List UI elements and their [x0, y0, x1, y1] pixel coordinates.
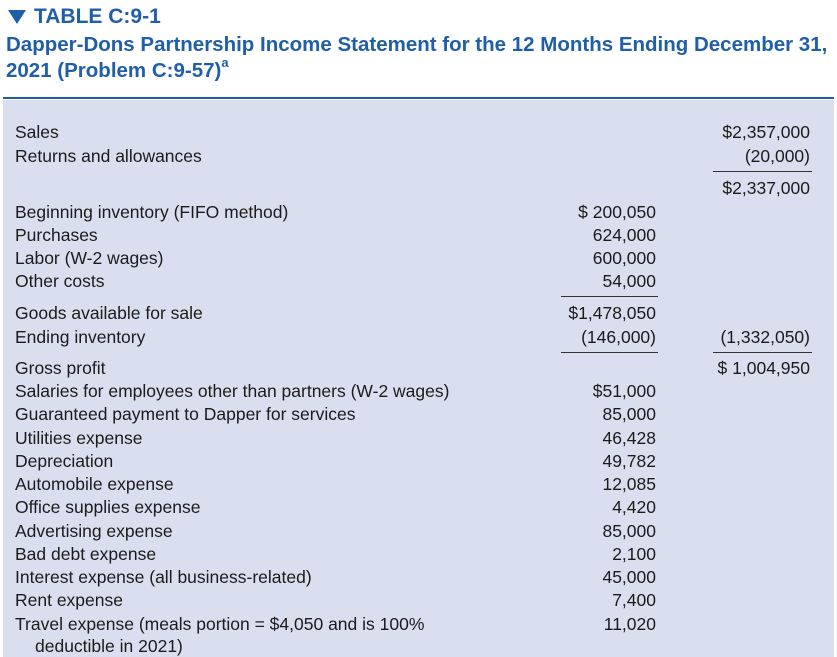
row-col1-labor: 600,000	[592, 248, 656, 268]
rule-ending-inventory-col2	[713, 352, 812, 353]
collapse-triangle-icon[interactable]	[8, 10, 26, 24]
row-label-salaries: Salaries for employees other than partners (W-2 wages)	[15, 381, 450, 401]
row-label-bad-debt: Bad debt expense	[15, 544, 157, 564]
row-col1-goods-available: $1,478,050	[568, 303, 656, 323]
row-col1-travel: 11,020	[603, 614, 656, 634]
row-label-other-costs: Other costs	[15, 271, 105, 291]
rule-net-sales	[713, 171, 812, 172]
row-label-office-supplies: Office supplies expense	[15, 497, 201, 517]
row-col2-sales: $2,357,000	[722, 122, 810, 142]
title-text: Dapper-Dons Partnership Income Statement for the 12 Months Ending December 31, 2021 (Problem C:9-57)	[6, 33, 828, 82]
row-col1-interest: 45,000	[602, 567, 656, 587]
row-col1-purchases: 624,000	[592, 225, 656, 245]
row-col2-ending-inventory: (1,332,050)	[720, 327, 810, 347]
table-title	[6, 32, 832, 84]
row-col1-bad-debt: 2,100	[612, 544, 656, 564]
row-col1-automobile: 12,085	[602, 474, 656, 494]
row-label-gross-profit: Gross profit	[15, 358, 106, 378]
row-col2-net-sales: $2,337,000	[722, 178, 810, 198]
row-label-travel: Travel expense (meals portion = $4,050 and is 100%	[15, 614, 425, 634]
row-label-rent: Rent expense	[15, 590, 123, 610]
title-footnote-marker: a	[221, 55, 229, 70]
header-rule	[3, 97, 834, 99]
row-label-ending-inventory: Ending inventory	[15, 327, 146, 347]
row-label-goods-available: Goods available for sale	[15, 303, 203, 323]
row-label-purchases: Purchases	[15, 225, 98, 245]
row-label-returns: Returns and allowances	[15, 146, 202, 166]
row-col1-beginning-inventory: $ 200,050	[578, 202, 656, 222]
income-statement-table	[3, 100, 834, 657]
table-number: TABLE C:9-1	[34, 5, 161, 28]
row-col2-gross-profit: $ 1,004,950	[717, 358, 810, 378]
row-label-utilities: Utilities expense	[15, 428, 143, 448]
row-col1-advertising: 85,000	[602, 521, 656, 541]
row-col1-salaries: $51,000	[592, 381, 656, 401]
row-label-automobile: Automobile expense	[15, 474, 174, 494]
row-label-interest: Interest expense (all business-related)	[15, 567, 312, 587]
row-col1-office-supplies: 4,420	[612, 497, 656, 517]
row-label-depreciation: Depreciation	[15, 451, 114, 471]
row-label-sales: Sales	[15, 122, 59, 142]
row-col1-rent: 7,400	[612, 590, 656, 610]
row-label-beginning-inventory: Beginning inventory (FIFO method)	[15, 202, 289, 222]
row-col1-ending-inventory: (146,000)	[581, 327, 656, 347]
row-col1-guaranteed-payment: 85,000	[602, 404, 656, 424]
row-label-guaranteed-payment: Guaranteed payment to Dapper for services	[15, 404, 356, 424]
row-label-labor: Labor (W-2 wages)	[15, 248, 164, 268]
row-label-advertising: Advertising expense	[15, 521, 173, 541]
rule-ending-inventory-col1	[561, 352, 658, 353]
row-col1-utilities: 46,428	[602, 428, 656, 448]
row-col2-returns: (20,000)	[744, 146, 810, 166]
row-col1-other-costs: 54,000	[602, 271, 656, 291]
row-col1-depreciation: 49,782	[602, 451, 656, 471]
rule-goods-available	[561, 296, 658, 297]
row-label-travel-continued: deductible in 2021)	[35, 636, 183, 656]
table-label	[8, 4, 161, 30]
